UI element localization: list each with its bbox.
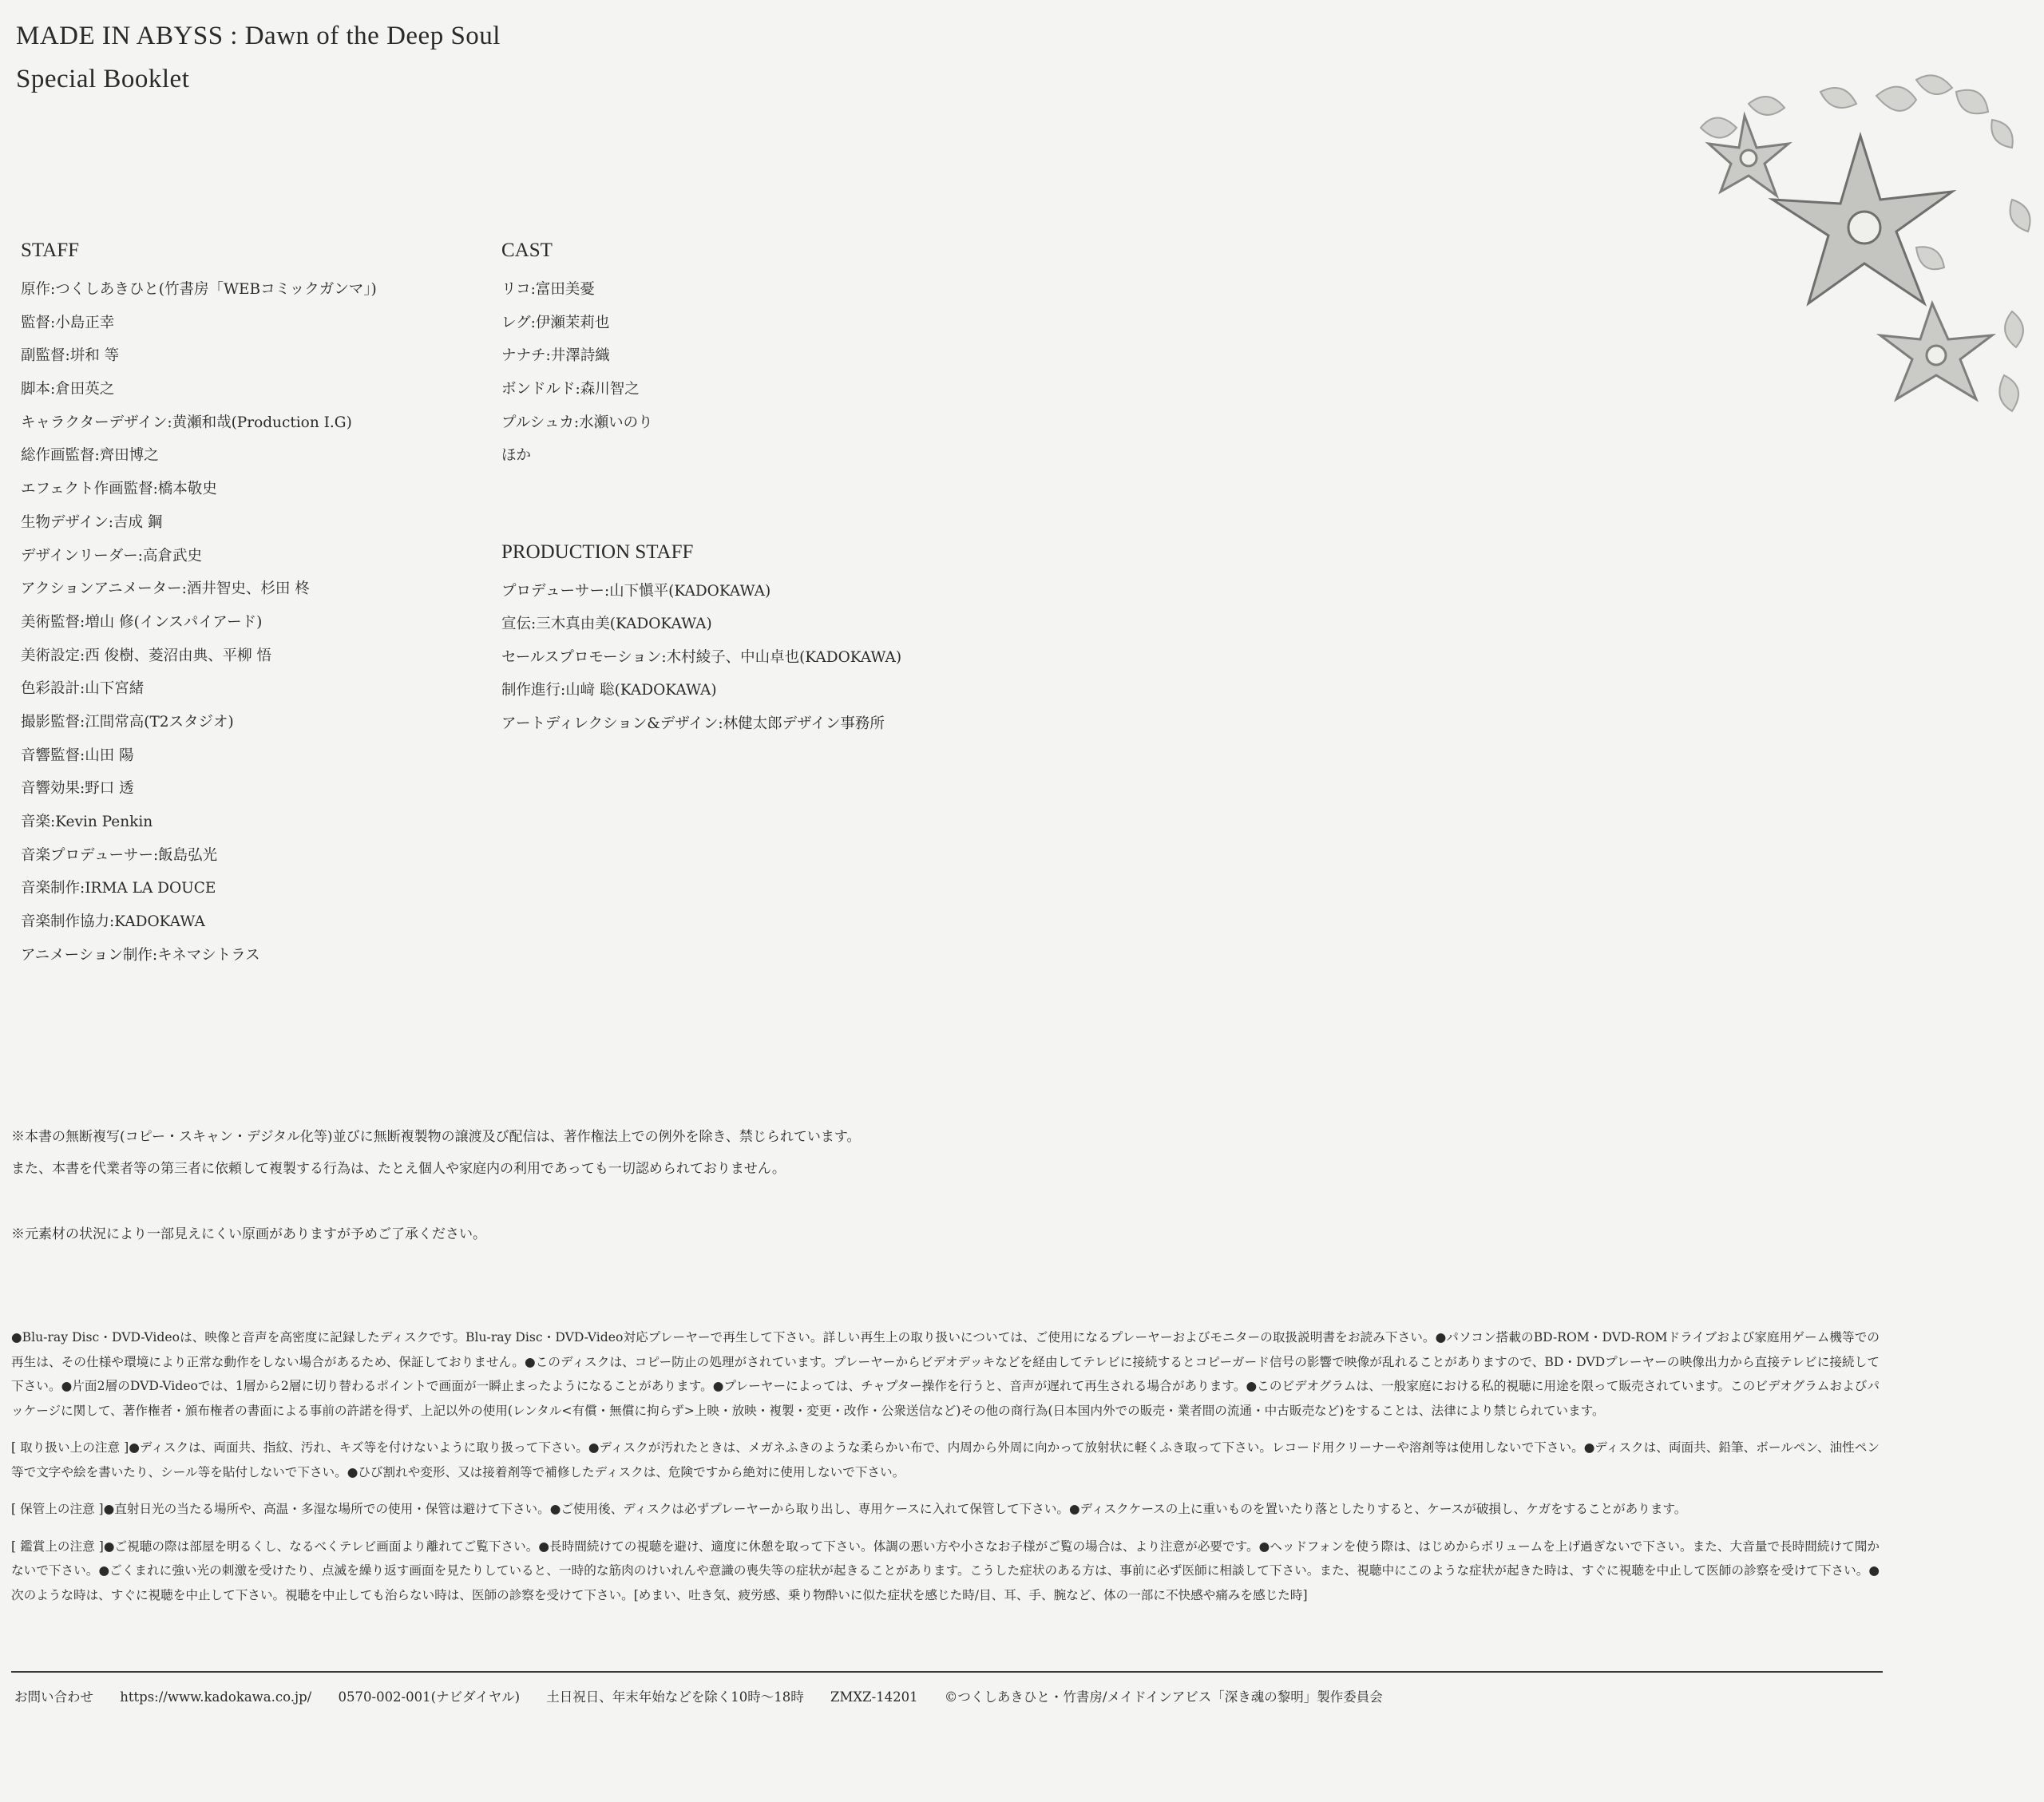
- cast-credit: ナナチ:井澤詩織: [501, 347, 610, 365]
- staff-credit: 色彩設計:山下宮緒: [21, 680, 145, 698]
- copyright-notice-2: また、本書を代業者等の第三者に依頼して複製する行為は、たとえ個人や家庭内の利用であっても一切認められておりません。: [11, 1161, 786, 1177]
- contact-label: お問い合わせ: [14, 1689, 93, 1705]
- production-credit: プロデューサー:山下愼平(KADOKAWA): [501, 583, 771, 600]
- cast-heading: CAST: [501, 240, 553, 261]
- production-staff-heading: PRODUCTION STAFF: [501, 541, 694, 563]
- handling-notice: [ 取り扱い上の注意 ]●ディスクは、両面共、指紋、汚れ、キズ等を付けないように取り扱って下さい。●ディスクが汚れたときは、メガネふきのような柔らかい布で、内周から外周に向かって放射状に軽くふき取って下さい。レコード用クリーナーや溶剤等は使用しないで下さい。●ディスクは、両面共、鉛筆、ボールペン、油性ペン等で文字や絵を書いたり、シール等を貼付しないで下さい。●ひび割れや変形、又は接着剤等で補修したディスクは、危険ですから絶対に使用しないで下さい。: [11, 1440, 1880, 1479]
- cast-list: [501, 273, 653, 473]
- staff-credit: 撮影監督:江間常高(T2スタジオ): [21, 713, 234, 731]
- disc-usage-notice: ●Blu-ray Disc・DVD-Videoは、映像と音声を高密度に記録したディスクです。Blu-ray Disc・DVD-Video対応プレーヤーで再生して下さい。詳しい再生上の取り扱いについては、ご使用になるプレーヤーおよびモニターの取扱説明書をお読み下さい。●パソコン搭載のBD-ROM・DVD-ROMドライブおよび家庭用ゲーム機等での再生は、その仕様や環境により正常な動作をしない場合があるため、保証しておりません。●このディスクは、コピー防止の処理がされています。プレーヤーからビデオデッキなどを経由してテレビに接続するとコピーガード信号の影響で映像が乱れることがありますので、BD・DVDプレーヤーの映像出力から直接テレビに接続して下さい。●片面2層のDVD-Videoでは、1層から2層に切り替わるポイントで画面が一瞬止まったようになることがあります。●プレーヤーによっては、チャプター操作を行うと、音声が遅れて再生される場合があります。●このビデオグラムは、一般家庭における私的視聴に用途を限って販売されています。このビデオグラムおよびパッケージに関して、著作権者・頒布権者の書面による事前の許諾を得ず、上記以外の使用(レンタル<有償・無償に拘らず>上映・放映・複製・変更・改作・公衆送信など)その他の商行為(日本国内外での販売・業者間の流通・中古販売など)をすることは、法律により禁じられています。: [11, 1330, 1880, 1418]
- production-credit: セールスプロモーション:木村綾子、中山卓也(KADOKAWA): [501, 648, 902, 666]
- staff-credit: 監督:小島正幸: [21, 314, 115, 331]
- contact-phone: 0570-002-001(ナビダイヤル): [338, 1689, 521, 1705]
- production-staff-list: [501, 575, 901, 740]
- staff-credit: 音響効果:野口 透: [21, 780, 134, 798]
- viewing-notice: [ 鑑賞上の注意 ]●ご視聴の際は部屋を明るくし、なるべくテレビ画面より離れてご覧下さい。●長時間続けての視聴を避け、適度に休憩を取って下さい。体調の悪い方や小さなお子様がご覧の場合は、より注意が必要です。●ヘッドフォンを使う際は、はじめからボリュームを上げ過ぎないで下さい。また、大音量で長時間続けて聞かないで下さい。●ごくまれに強い光の刺激を受けたり、点滅を繰り返す画面を見たりしていると、一時的な筋肉のけいれんや意識の喪失等の症状が起きることがあります。こうした症状のある方は、事前に必ず医師に相談して下さい。また、視聴中にこのような症状が起きた時は、すぐに視聴を中止して医師の診察を受けて下さい。●次のような時は、すぐに視聴を中止して下さい。視聴を中止しても治らない時は、医師の診察を受けて下さい。[めまい、吐き気、疲労感、乗り物酔いに似た症状を感じた時/目、耳、手、腕など、体の一部に不快感や痛みを感じた時]: [11, 1539, 1880, 1602]
- staff-credit: 副監督:垪和 等: [21, 347, 120, 365]
- production-credit: 制作進行:山﨑 聡(KADOKAWA): [501, 682, 717, 699]
- staff-credit: 音響監督:山田 陽: [21, 747, 134, 764]
- staff-credit: 音楽制作協力:KADOKAWA: [21, 913, 205, 931]
- booklet-title: MADE IN ABYSS : Dawn of the Deep Soul: [16, 22, 501, 50]
- staff-credit: 音楽制作:IRMA LA DOUCE: [21, 880, 216, 897]
- footer-divider: [11, 1671, 1883, 1673]
- staff-credit: 音楽プロデューサー:飯島弘光: [21, 846, 218, 864]
- staff-credit: 美術設定:西 俊樹、菱沼由典、平柳 悟: [21, 647, 271, 664]
- cast-credit: ほか: [501, 447, 532, 465]
- flower-lower: [1880, 303, 1992, 399]
- staff-credit: 総作画監督:齊田博之: [21, 447, 159, 465]
- production-credit: アートディレクション&デザイン:林健太郎デザイン事務所: [501, 715, 885, 732]
- flower-ornament-icon: [1677, 72, 2044, 447]
- cast-credit: レグ:伊瀬茉莉也: [501, 314, 610, 331]
- staff-credit: 脚本:倉田英之: [21, 381, 115, 398]
- staff-credit: 生物デザイン:吉成 鋼: [21, 513, 163, 531]
- storage-notice: [ 保管上の注意 ]●直射日光の当たる場所や、高温・多湿な場所での使用・保管は避けて下さい。●ご使用後、ディスクは必ずプレーヤーから取り出し、専用ケースに入れて保管して下さい。●ディスクケースの上に重いものを置いたり落としたりすると、ケースが破損し、ケガをすることがあります。: [11, 1502, 1687, 1516]
- contact-hours: 土日祝日、年末年始などを除く10時〜18時: [546, 1689, 804, 1705]
- staff-section: [21, 240, 377, 972]
- production-staff-section: [501, 541, 901, 740]
- booklet-header: [16, 14, 501, 101]
- staff-credit: 原作:つくしあきひと(竹書房「WEBコミックガンマ」): [21, 281, 377, 298]
- staff-list: [21, 273, 377, 972]
- copyright-notice-1: ※本書の無断複写(コピー・スキャン・デジタル化等)並びに無断複製物の譲渡及び配信は、著作権法上での例外を除き、禁じられています。: [11, 1129, 861, 1145]
- flower-large: [1773, 136, 1952, 303]
- staff-credit: 美術監督:増山 修(インスパイアード): [21, 613, 263, 631]
- booklet-subtitle: Special Booklet: [16, 65, 190, 93]
- cast-section: [501, 240, 653, 473]
- staff-credit: アクションアニメーター:酒井智史、杉田 柊: [21, 580, 310, 598]
- copyright-line: ©つくしあきひと・竹書房/メイドインアビス「深き魂の黎明」製作委員会: [944, 1689, 1383, 1705]
- staff-credit: エフェクト作画監督:橋本敬史: [21, 481, 217, 498]
- cast-credit: ボンドルド:森川智之: [501, 381, 640, 398]
- staff-credit: アニメーション制作:キネマシトラス: [21, 946, 260, 964]
- staff-heading: STAFF: [21, 240, 80, 261]
- footer: [14, 1686, 1404, 1705]
- product-code: ZMXZ-14201: [830, 1689, 918, 1705]
- disc-notices: [11, 1325, 1880, 1620]
- staff-credit: キャラクターデザイン:黄瀬和哉(Production I.G): [21, 414, 352, 431]
- material-notice: ※元素材の状況により一部見えにくい原画がありますが予めご了承ください。: [11, 1226, 486, 1242]
- cast-credit: プルシュカ:水瀬いのり: [501, 414, 653, 431]
- contact-url-link[interactable]: https://www.kadokawa.co.jp/: [120, 1689, 312, 1705]
- staff-credit: 音楽:Kevin Penkin: [21, 814, 153, 830]
- cast-credit: リコ:富田美憂: [501, 281, 595, 298]
- production-credit: 宣伝:三木真由美(KADOKAWA): [501, 616, 712, 633]
- staff-credit: デザインリーダー:高倉武史: [21, 547, 202, 564]
